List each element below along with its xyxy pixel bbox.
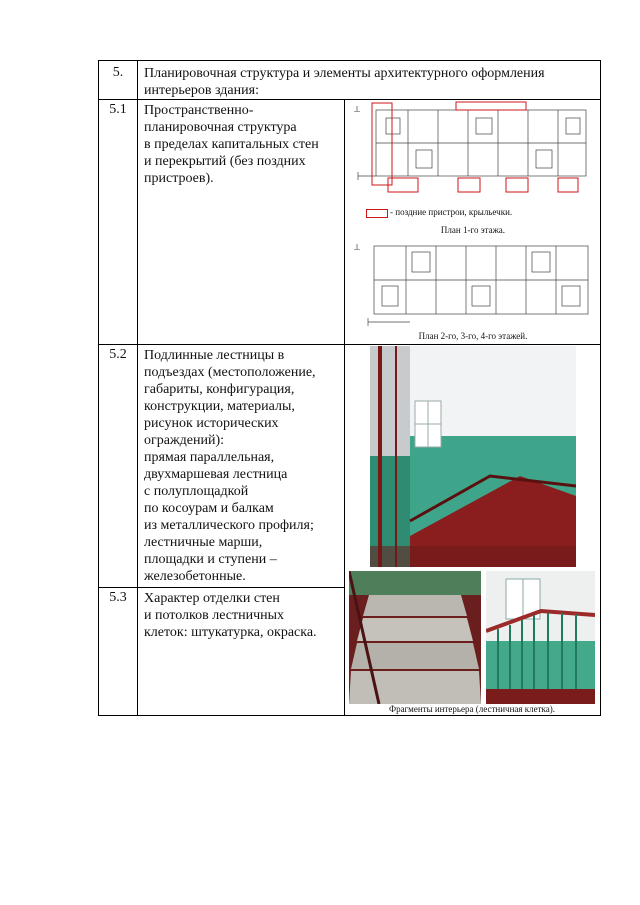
- interior-photos-caption: Фрагменты интерьера (лестничная клетка).: [388, 704, 556, 714]
- stair-steps-photo: [349, 571, 481, 704]
- staircase-photo-main: [370, 346, 576, 567]
- floors-2-4-caption: План 2-го, 3-го, 4-го этажей.: [418, 331, 528, 341]
- svg-text:⟂: ⟂: [354, 243, 361, 253]
- row-number: 5.1: [109, 102, 127, 117]
- floor-1-caption: План 1-го этажа.: [440, 225, 506, 235]
- railing-photo: [486, 571, 595, 704]
- section-title: Планировочная структура и элементы архитектурного оформления интерьеров здания:: [144, 66, 545, 98]
- floor-1-plan-drawing: [348, 100, 598, 200]
- row-text: Пространственно- планировочная структура в пределах капитальных стен и перекрытий (без поздних пристроев).: [144, 103, 319, 186]
- legend-swatch: [366, 209, 388, 218]
- row-number: 5.2: [109, 347, 127, 362]
- row-text: Характер отделки стен и потолков лестничных клеток: штукатурка, окраска.: [144, 591, 317, 640]
- legend-text: - поздние пристрои, крыльечки.: [390, 207, 513, 217]
- row-divider: [99, 587, 344, 588]
- row-number: 5.3: [109, 590, 127, 605]
- column-divider: [137, 61, 138, 715]
- svg-text:⟂: ⟂: [354, 105, 361, 115]
- row-divider: [99, 344, 600, 345]
- row-text: Подлинные лестницы в подъездах (местоположение, габариты, конфигурация, конструкции, материалы, рисунок исторических ограждений): прямая параллельная, двухмаршевая лестница с полуплощадкой по косоурам и балкам из металлического профиля; лестничные марши, площадки и ступени – железобетонные.: [144, 348, 316, 584]
- floor-2-4-plan-drawing: [348, 238, 598, 328]
- column-divider: [344, 99, 345, 715]
- section-number: 5.: [112, 65, 124, 80]
